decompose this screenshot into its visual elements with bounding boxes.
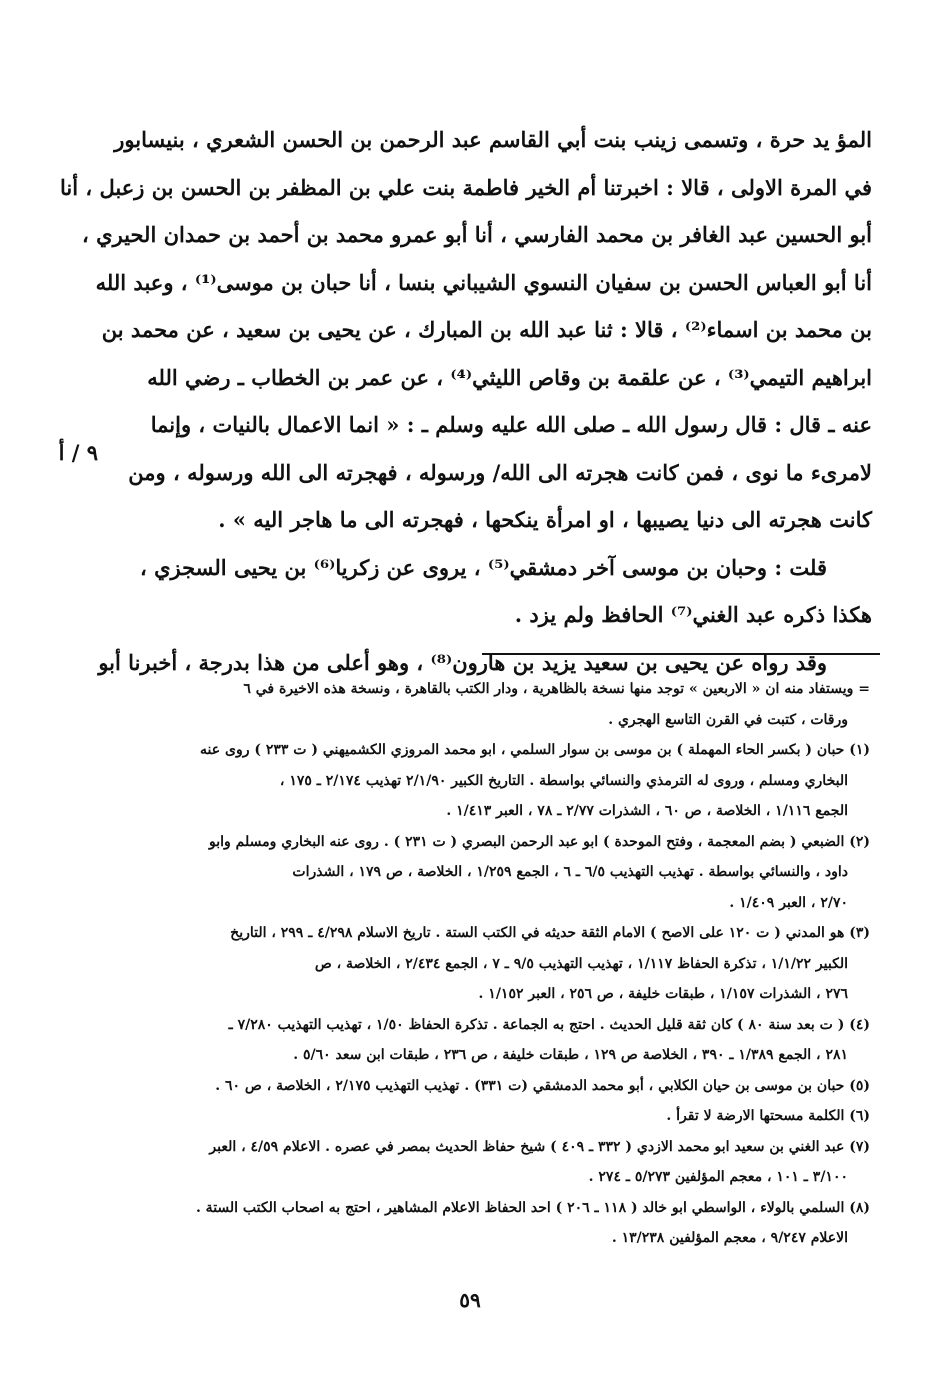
footnote-line: الجمع ١/١١٦ ، الخلاصة ، ص ٦٠ ، الشذرات ٢/٧٧ ـ ٧٨ ، العبر ١/٤١٣ .	[446, 803, 848, 819]
text-line: ابراهيم التيمي⁽³⁾ ، عن علقمة بن وقاص الليثي⁽⁴⁾ ، عن عمر بن الخطاب ـ رضي الله	[147, 364, 872, 390]
text-line: قلت : وحبان بن موسى آخر دمشقي⁽⁵⁾ ، يروى عن زكريا⁽⁶⁾ بن يحيى السجزي ،	[140, 554, 827, 580]
text-line: أبو الحسين عبد الغافر بن محمد الفارسي ، أنا أبو عمرو محمد بن أحمد بن حمدان الحيري ،	[82, 222, 872, 247]
footnote-line: (٨) السلمي بالولاء ، الواسطي ابو خالد ( ١١٨ ـ ٢٠٦ ) احد الحفاظ الاعلام المشاهير ، احتج به اصحاب الكتب الستة .	[195, 1199, 870, 1216]
footnote-line: ٣/١٠٠ ـ ١٠١ ، معجم المؤلفين ٥/٢٧٣ ـ ٢٧٤ .	[588, 1169, 848, 1185]
footnote-separator	[482, 653, 880, 655]
text-line: هكذا ذكره عبد الغني⁽⁷⁾ الحافظ ولم يزد .	[514, 602, 872, 627]
manuscript-folio-marker: ٩ / أ	[58, 440, 98, 465]
text-line: كانت هجرته الى دنيا يصيبها ، او امرأة ينكحها ، فهجرته الى ما هاجر اليه » .	[218, 507, 872, 532]
footnote-line: ٢٧٦ ، الشذرات ١/١٥٧ ، طبقات خليفة ، ص ٢٥٦ ، العبر ١/١٥٢ .	[478, 986, 848, 1002]
page-number: ٥٩	[459, 1288, 481, 1312]
footnote-line: (٤) ( ت بعد سنة ٨٠ ) كان ثقة قليل الحديث . احتج به الجماعة . تذكرة الحفاظ ١/٥٠ ، تهذيب التهذيب ٧/٢٨٠ ـ	[228, 1016, 870, 1033]
text-line: عنه ـ قال : قال رسول الله ـ صلى الله عليه وسلم ـ : « انما الاعمال بالنيات ، وإنما	[150, 412, 872, 437]
footnote-line: (٧) عبد الغني بن سعيد ابو محمد الازدي ( ٣٣٢ ـ ٤٠٩ ) شيخ حفاظ الحديث بمصر في عصره . الاعلام ٤/٥٩ ، العبر	[209, 1138, 870, 1155]
text-line: في المرة الاولى ، قالا : اخبرتنا أم الخير فاطمة بنت علي بن المظفر بن الحسن بن زعبل ، أنا	[60, 174, 872, 200]
footnote-line: ٢/٧٠ ، العبر ١/٤٠٩ .	[729, 894, 848, 911]
footnote-line: = ويستفاد منه ان « الاربعين » توجد منها نسخة بالظاهرية ، ودار الكتب بالقاهرة ، ونسخة هذه الاخيرة في ٦	[243, 681, 870, 697]
footnote-line: البخاري ومسلم ، وروى له الترمذي والنسائي بواسطة . التاريخ الكبير ٢/١/٩٠ تهذيب ٢/١٧٤ ـ ١٧٥ ،	[279, 772, 848, 789]
footnote-line: ورقات ، كتبت في القرن التاسع الهجري .	[608, 711, 848, 728]
text-line: المؤ يد حرة ، وتسمى زينب بنت أبي القاسم عبد الرحمن بن الحسن الشعري ، بنيسابور	[114, 127, 872, 152]
text-line: أنا أبو العباس الحسن بن سفيان النسوي الشيباني بنسا ، أنا حبان بن موسى⁽¹⁾ ، وعبد الله	[95, 269, 872, 295]
footnote-line: (٢) الضبعي ( بضم المعجمة ، وفتح الموحدة ) ابو عبد الرحمن البصري ( ت ٢٣١ ) . روى عنه البخاري ومسلم وابو	[209, 833, 870, 850]
footnote-line: (١) حبان ( بكسر الحاء المهملة ) بن موسى بن سوار السلمي ، ابو محمد المروزي الكشميهني ( ت ٢٣٣ ) روى عنه	[200, 742, 870, 758]
footnote-line: (٥) حبان بن موسى بن حيان الكلابي ، أبو محمد الدمشقي (ت ٣٣١) . تهذيب التهذيب ٢/١٧٥ ، الخلاصة ، ص ٦٠ .	[215, 1077, 870, 1094]
footnote-line: (٦) الكلمة مسحتها الارضة لا تقرأ .	[666, 1108, 870, 1124]
text-line: وقد رواه عن يحيى بن سعيد يزيد بن هارون⁽⁸⁾ ، وهو أعلى من هذا بدرجة ، أخبرنا أبو	[98, 649, 827, 675]
text-line: لامرىء ما نوى ، فمن كانت هجرته الى الله/ ورسوله ، فهجرته الى الله ورسوله ، ومن	[128, 459, 872, 485]
footnote-line: الاعلام ٩/٢٤٧ ، معجم المؤلفين ١٣/٢٣٨ .	[611, 1230, 848, 1246]
footnote-line: (٣) هو المدني ( ت ١٢٠ على الاصح ) الامام الثقة حديثه في الكتب الستة . تاريخ الاسلام ٤/٢٩٨ ـ ٢٩٩ ، التاريخ	[230, 925, 870, 941]
footnotes-block	[100, 674, 870, 1254]
footnote-line: الكبير ١/١/٢٢ ، تذكرة الحفاظ ١/١١٧ ، تهذيب التهذيب ٩/٥ ـ ٧ ، الجمع ٢/٤٣٤ ، الخلاصة ، ص	[314, 955, 848, 972]
text-line: بن محمد بن اسماء⁽²⁾ ، قالا : ثنا عبد الله بن المبارك ، عن يحيى بن سعيد ، عن محمد بن	[101, 317, 872, 342]
footnote-line: ٢٨١ ، الجمع ١/٣٨٩ ـ ٣٩٠ ، الخلاصة ص ١٢٩ ، طبقات خليفة ، ص ٢٣٦ ، طبقات ابن سعد ٥/٦٠ .	[293, 1047, 848, 1063]
footnote-line: داود ، والنسائي بواسطة . تهذيب التهذيب ٦/٥ ـ ٦ ، الجمع ١/٢٥٩ ، الخلاصة ، ص ١٧٩ ، الشذرات	[292, 864, 848, 880]
